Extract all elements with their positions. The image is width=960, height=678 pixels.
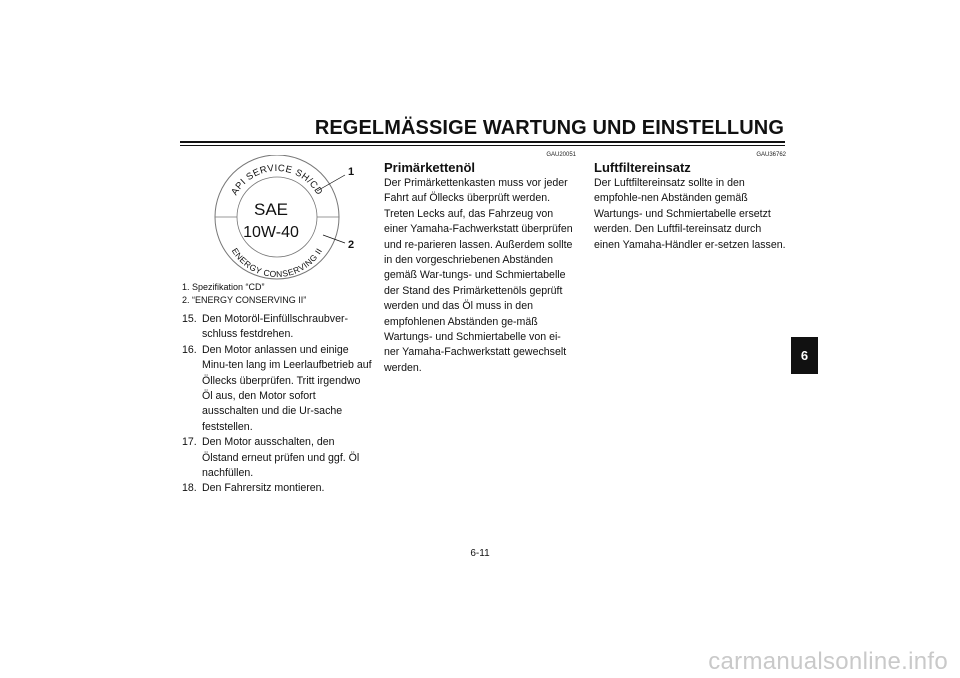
step-text: Den Motor anlassen und einige Minu-ten lang im Leerlaufbetrieb auf Öllecks überprüfen. Tritt irgendwo Öl aus, den Motor sofort ausschalten und die Ur-sache feststellen. [202,343,372,433]
figure-captions [182,281,306,307]
callout-number-1: 1 [348,166,355,178]
seal-center-viscosity: 10W-40 [243,224,299,241]
figure-caption-2: 2. “ENERGY CONSERVING II” [182,295,307,305]
section-heading: Primärkettenöl [384,160,476,175]
page-header-title: REGELMÄSSIGE WARTUNG UND EINSTELLUNG [314,117,784,139]
procedure-step [182,312,372,343]
step-text: Den Fahrersitz montieren. [202,482,325,495]
callout-line-1 [317,175,345,191]
seal-center-sae: SAE [253,200,289,219]
section-heading: Luftfiltereinsatz [594,160,691,175]
section-body: Der Luftfiltereinsatz sollte in den empfohle-nen Abständen gemäß Wartungs- und Schmiertabelle ersetzt werden. Den Luftfil-tereinsatz durch einen Yamaha-Händler er-setzen lassen. [594,177,786,251]
seal-top-arc-text: API SERVICE SH/CD [229,162,325,198]
api-seal-svg [205,155,365,280]
header-rule-thin [180,145,785,146]
step-number: 18. [182,482,197,495]
section-body: Der Primärkettenkasten muss vor jeder Fahrt auf Öllecks überprüft werden. Treten Lecks auf, das Fahrzeug von einer Yamaha-Fachwerkstatt überprüfen und re-parieren lassen. Außerdem sollte in den vorgeschriebenen Abständen gemäß War-tungs- und Schmiertabelle der Stand des Primärkettenöls geprüft werden und das Öl muss in den empfohlenen Abständen ge-mäß Wartungs- und Schmiertabelle von ei-ner Yamaha-Fachwerkstatt gewechselt werden. [384,177,573,374]
figure-caption-1: 1. Spezifikation “CD” [182,282,265,292]
page-number: 6-11 [470,548,490,559]
procedure-step [182,481,372,496]
watermark: carmanualsonline.info [708,648,948,675]
callout-number-2: 2 [348,239,355,251]
section-primary-chain-oil [384,152,576,376]
section-code: GAU36762 [756,152,786,158]
header-rule [180,141,785,143]
step-number: 17. [182,436,197,449]
seal-bottom-arc-text: ENERGY CONSERVING II [229,246,325,280]
procedure-step [182,343,372,435]
step-text: Den Motor ausschalten, den Ölstand erneut prüfen und ggf. Öl nachfüllen. [202,436,360,480]
section-air-filter [594,152,786,253]
procedure-steps [182,312,372,497]
chapter-tab: 6 [791,337,818,374]
section-code: GAU20051 [546,152,576,158]
step-number: 15. [182,313,197,325]
step-text: Den Motoröl-Einfüllschraubver-schluss festdrehen. [202,313,349,341]
procedure-step [182,435,372,481]
step-number: 16. [182,343,197,356]
api-seal-illustration [205,155,365,280]
